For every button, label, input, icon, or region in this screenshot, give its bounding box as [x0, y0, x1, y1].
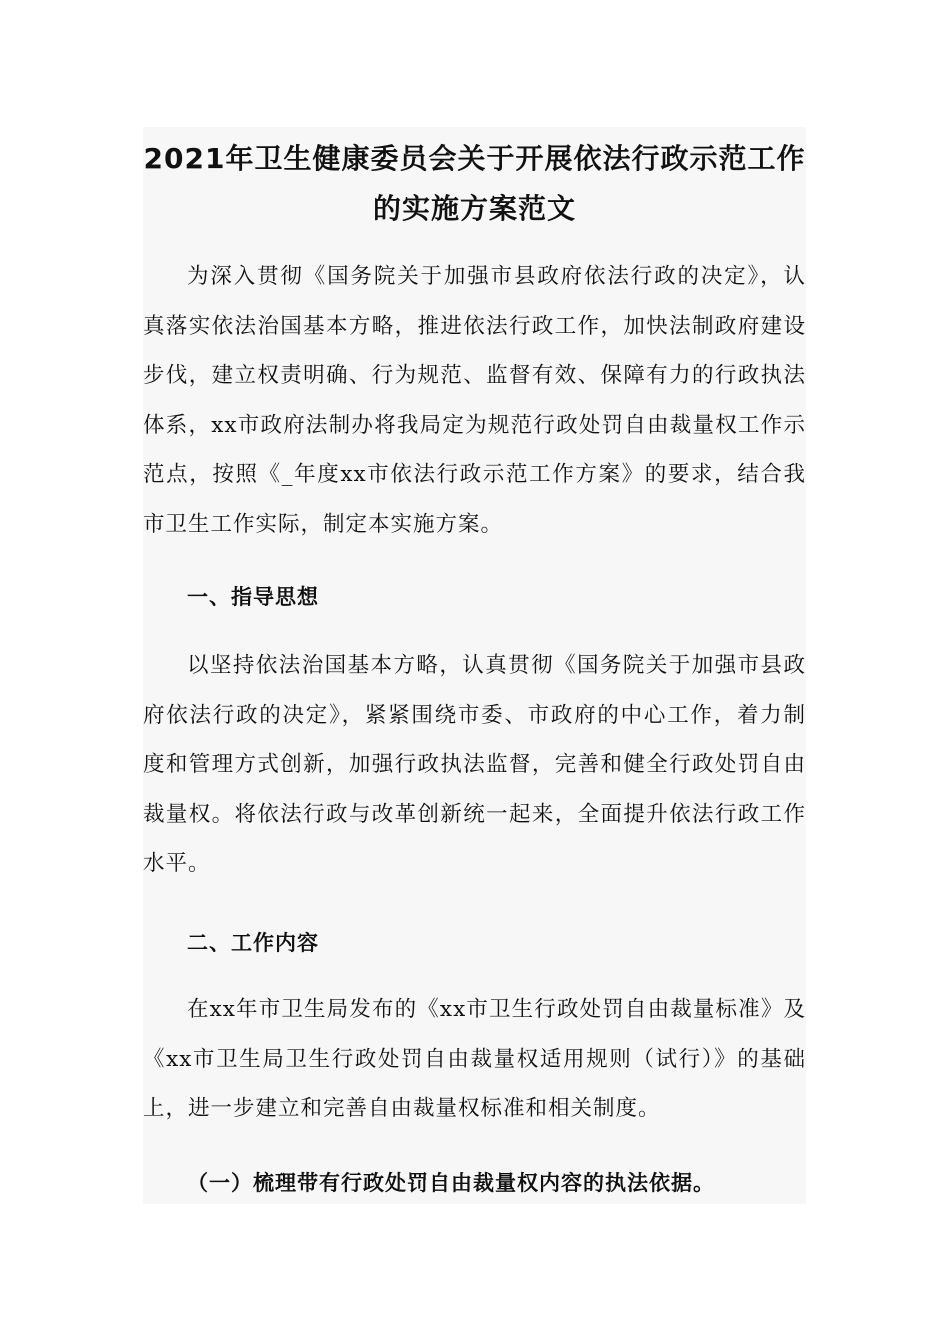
section-heading-guiding-ideology: 一、指导思想: [187, 585, 319, 609]
document-title-line-2: 的实施方案范文: [372, 192, 576, 225]
subsection-heading-enforcement-basis: （一）梳理带有行政处罚自由裁量权内容的执法依据。: [187, 1171, 715, 1195]
document-page: [143, 127, 806, 1204]
work-content-paragraph: 在xx年市卫生局发布的《xx市卫生行政处罚自由裁量标准》及《xx市卫生局卫生行政处罚自由裁量权适用规则（试行）》的基础上，进一步建立和完善自由裁量权标准和相关制度。: [143, 997, 806, 1121]
section-heading-work-content: 二、工作内容: [187, 931, 319, 955]
guiding-ideology-paragraph: 以坚持依法治国基本方略，认真贯彻《国务院关于加强市县政府依法行政的决定》，紧紧围绕市委、市政府的中心工作，着力制度和管理方式创新，加强行政执法监督，完善和健全行政处罚自由裁量权。将依法行政与改革创新统一起来，全面提升依法行政工作水平。: [143, 653, 806, 876]
intro-paragraph: 为深入贯彻《国务院关于加强市县政府依法行政的决定》，认真落实依法治国基本方略，推进依法行政工作，加快法制政府建设步伐，建立权责明确、行为规范、监督有效、保障有力的行政执法体系，xx市政府法制办将我局定为规范行政处罚自由裁量权工作示范点，按照《_年度xx市依法行政示范工作方案》的要求，结合我市卫生工作实际，制定本实施方案。: [143, 264, 806, 537]
document-title-line-1: 2021年卫生健康委员会关于开展依法行政示范工作: [143, 142, 806, 175]
